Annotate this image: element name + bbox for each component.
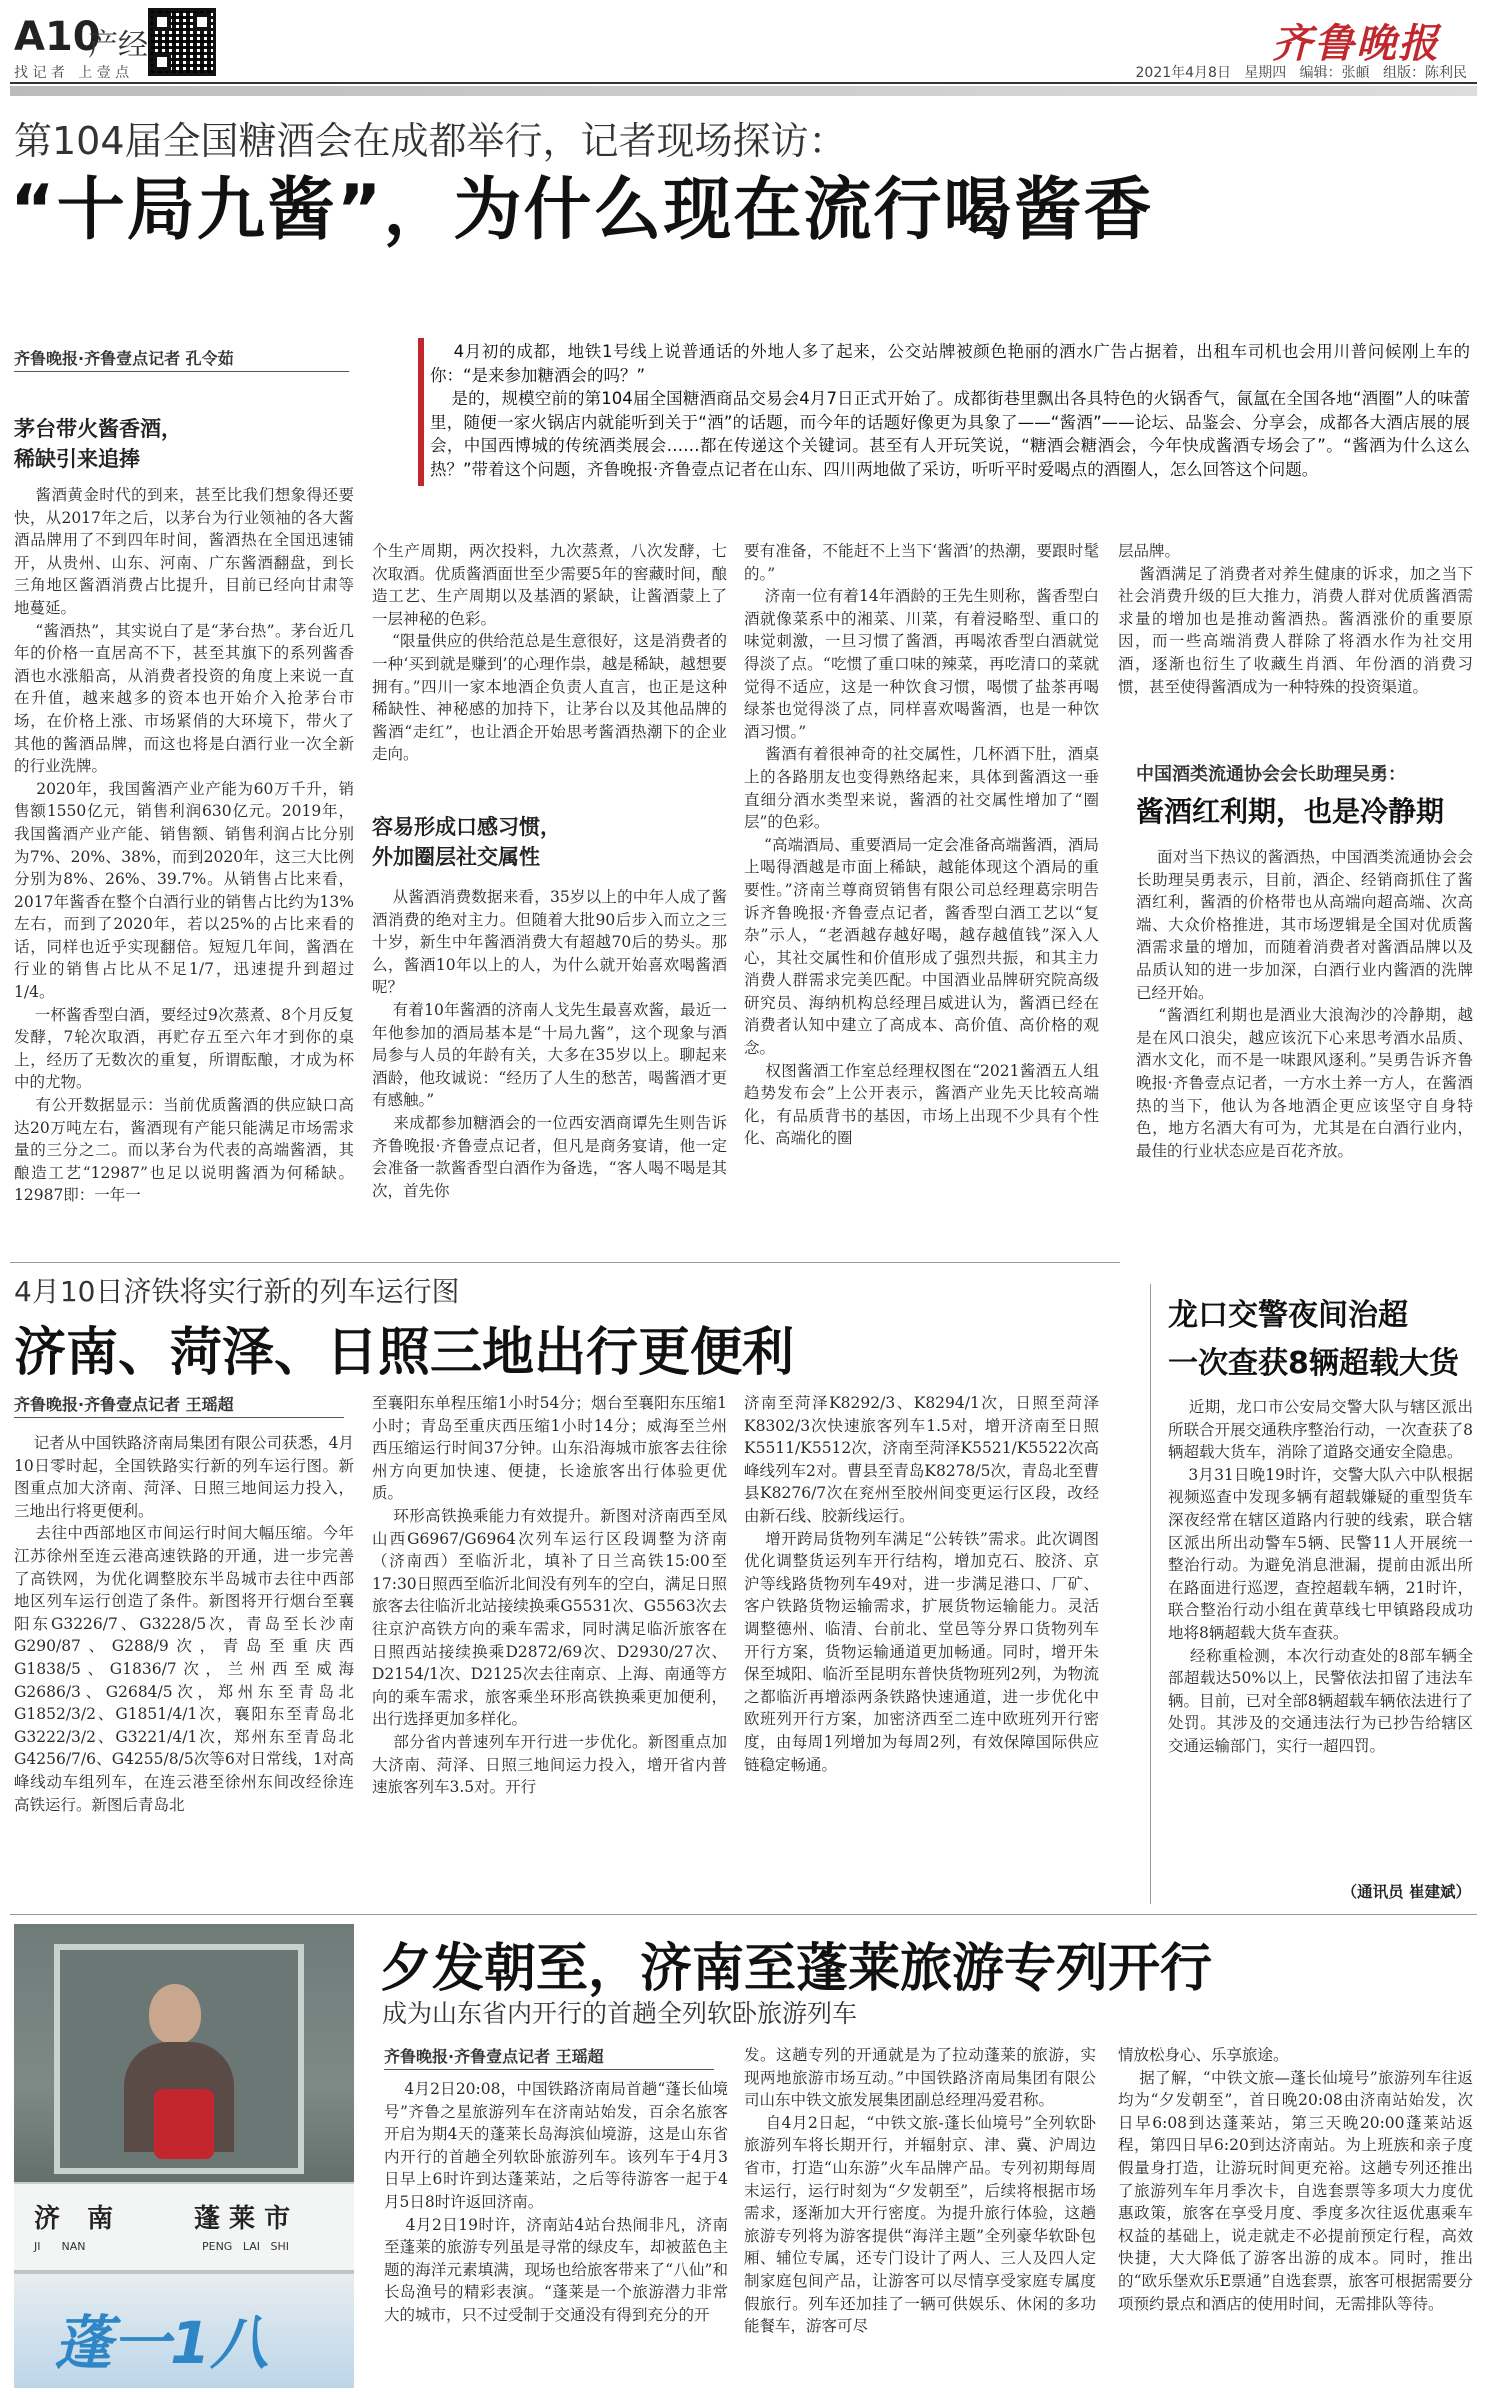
page-number: A10 xyxy=(14,14,101,60)
article2-column-2: 至襄阳东单程压缩1小时54分；烟台至襄阳东压缩1小时；青岛至重庆西压缩1小时14分；威海至兰州西压缩运行时间37分钟。山东沿海城市旅客去往徐州方向更加快速、便捷，长途旅客出行体验更优质。 环形高铁换乘能力有效提升。新图对济南西至凤山西G6967/G6964次列车运行区段调整为济南（济南西）至临沂北，填补了日兰高铁15:00至17:30日照西至临沂北间没有列车的空白，满足日照旅客去往临沂北站接续换乘G5531次、G5563次去往京沪高铁方向的乘车需求，同时满足临沂旅客在日照西站接续换乘D2872/69次、D2930/27次、D2154/1次、D2125次去往南京、上海、南通等方向的乘车需求，旅客乘坐环形高铁换乘更加便利，出行选择更加多样化。 部分省内普速列车开行进一步优化。新图重点加大济南、菏泽、日照三地间运力投入，增开省内普速旅客列车3.5对。开行 xyxy=(372,1394,727,1797)
train-banner xyxy=(14,2274,354,2388)
article4-column-3: 情放松身心、乐享旅途。 据了解，“中铁文旅—蓬长仙境号”旅游列车往返均为“夕发朝至”，首日晚20:08由济南站始发，次日早6:08到达蓬莱站，第三天晚20:00蓬莱站返程，第四日早6:20到达济南站。为上班族和亲子度假量身打造，让游玩时间更充裕。这趟专列还推出了旅游列车年月季次卡，自选套票等多项大力度优惠政策，旅客在享受月度、季度多次往返优惠乘车权益的基础上，说走就走不必提前预定行程，高效快捷，大大降低了游客出游的成本。同时，推出的“欧乐堡欢乐E票通”自选套票，旅客可根据需要分项预约景点和酒店的使用时间，无需排队等待。 xyxy=(1118,2046,1473,2313)
article4-byline: 齐鲁晚报·齐鲁壹点记者 王瑶超 xyxy=(384,2044,714,2070)
article1-column-4: 层品牌。 酱酒满足了消费者对养生健康的诉求，加之当下社会消费升级的巨大推力，消费人群对优质酱酒需求量的增加也是推动酱酒热。酱酒涨价的重要原因，而一些高端消费人群除了将酒水作为社交用酒，逐渐也衍生了收藏生肖酒、年份酒的消费习惯，甚至使得酱酒成为一种特殊的投资渠道。 xyxy=(1118,542,1473,696)
station-sign xyxy=(14,2182,354,2270)
sidebar-body: 面对当下热议的酱酒热，中国酒类流通协会会长助理吴勇表示，目前，酒企、经销商抓住了酱酒红利，酱酒的价格带也从高端向超高端、次高端、大众价格推进，其市场逻辑是全国对优质酱酒需求量的增加，而随着消费者对酱酒品牌以及品质认知的进一步加深，白酒行业内酱酒的洗牌已经开始。 “酱酒红利期也是酒业大浪淘沙的冷静期，越是在风口浪尖，越应该沉下心来思考酒水品质、酒水文化，而不是一味跟风逐利。”吴勇告诉齐鲁晚报·齐鲁壹点记者，一方水土养一方人，在酱酒热的当下，他认为各地酒企更应该坚守自身特色，地方名酒大有可为，尤其是在白酒行业内，最佳的行业状态应是百花齐放。 xyxy=(1136,848,1473,1160)
article1-column-2: 个生产周期，两次投料，九次蒸煮，八次发酵，七次取酒。优质酱酒面世至少需要5年的窖藏时间，酿造工艺、生产周期以及基酒的紧缺，让酱酒蒙上了一层神秘的色彩。 “限量供应的供给范总是生意很好，这是消费者的一种‘买到就是赚到’的心理作祟，越是稀缺，越想要拥有。”四川一家本地酒企负责人直言，也正是这种稀缺性、神秘感的加持下，让茅台以及其他品牌的酱酒“走红”，也让酒企开始思考酱酒热潮下的企业走向。 xyxy=(372,542,727,764)
article1-headline: “十局九酱”，为什么现在流行喝酱香 xyxy=(10,171,1154,250)
header-rule xyxy=(10,82,1477,84)
section-divider-2 xyxy=(10,1914,1477,1915)
sign-text-left: 济 南 xyxy=(34,2204,114,2234)
article1-column-2b: 从酱酒消费数据来看，35岁以上的中年人成了酱酒消费的绝对主力。但随着大批90后步入而立之三十岁，新生中年酱酒消费大有超越70后的势头。那么，酱酒10年以上的人，为什么就开始喜欢喝酱酒呢？ 有着10年酱酒的济南人戈先生最喜欢酱，最近一年他参加的酒局基本是“十局九酱”，这个现象与酒局参与人员的年龄有关，大多在35岁以上。聊起来酒龄，他玫诚说：“经历了人生的愁苦，喝酱酒才更有感触。” 来成都参加糖酒会的一位西安酒商谭先生则告诉齐鲁晚报·齐鲁壹点记者，但凡是商务宴请，他一定会准备一款酱香型白酒作为备选，“客人喝不喝是其次，首先你 xyxy=(372,888,727,1200)
article1-intro: 4月初的成都，地铁1号线上说普通话的外地人多了起来，公交站牌被颜色艳丽的酒水广告占据着，出租车司机也会用川普问候刚上车的你：“是来参加糖酒会的吗？” 是的，规模空前的第104届全国糖酒商品交易会4月7日正式开始了。成都街巷里飘出各具特色的火锅香气，氤氲在全国各地“酒圈”人的味蕾里，随便一家火锅店内就能听到关于“酒”的话题，而今年的话题好像更为具象了——“酱酒”——论坛、品鉴会、分享会，成都各大酒店展的展会，中国西博城的传统酒类展会……都在传递这个关键词。甚至有人开玩笑说，“糖酒会糖酒会，今年快成酱酒专场会了”。“酱酒为什么这么热？”带着这个问题，齐鲁晚报·齐鲁壹点记者在山东、四川两地做了采访，听听平时爱喝点的酒圈人，怎么回答这个问题。 xyxy=(430,342,1470,479)
passenger-head xyxy=(149,1984,201,2044)
article3-body: 近期，龙口市公安局交警大队与辖区派出所联合开展交通秩序整治行动，一次查获了8辆超载大货车，消除了道路交通安全隐患。 3月31日晚19时许，交警大队六中队根据视频巡查中发现多辆有超载嫌疑的重型货车深夜经常在辖区道路内行驶的线索，联合辖区派出所出动警车5辆、民警11人开展统一整治行动。为避免消息泄漏，提前由派出所在路面进行巡逻，查控超载车辆，21时许，联合整治行动小组在黄草线七甲镇路段成功地将8辆超载大货车查获。 经称重检测，本次行动查处的8部车辆全部超载达50%以上，民警依法扣留了违法车辆。目前，已对全部8辆超载车辆依法进行了处罚。其涉及的交通违法行为已抄告给辖区交通运输部门，实行一超四罚。 xyxy=(1168,1398,1473,1755)
date-line: 2021年4月8日 星期四 编辑：张頔 组版：陈利民 xyxy=(1135,65,1467,81)
intro-accent-bar xyxy=(418,338,424,486)
article3-title-line2: 一次查获8辆超载大货 xyxy=(1168,1346,1459,1381)
article1-subhead-1: 茅台带火酱香酒， 稀缺引来追捧 xyxy=(14,417,182,471)
sign-pinyin-right: PENG LAI SHI xyxy=(202,2240,289,2253)
qr-code-icon[interactable] xyxy=(148,8,216,76)
article2-kicker: 4月10日济铁将实行新的列车运行图 xyxy=(14,1275,460,1308)
article3-title-line1: 龙口交警夜间治超 xyxy=(1168,1298,1408,1333)
article4-headline: 夕发朝至，济南至蓬莱旅游专列开行 xyxy=(380,1939,1213,1999)
article1-subhead-2: 容易形成口感习惯， 外加圈层社交属性 xyxy=(372,815,561,869)
article2-column-3: 济南至菏泽K8292/3、K8294/1次，日照至菏泽K8302/3次快速旅客列车1.5对，增开济南至日照K5511/K5512次，济南至菏泽K5521/K5522次高峰线列车2对。曹县至青岛K8278/5次，青岛北至曹县K8276/7次在兖州至胶州间变更运行区段，改经由新石线、胶新线运行。 增开跨局货物列车满足“公转铁”需求。此次调图优化调整货运列车开行结构，增加克石、胶济、京沪等线路货物列车49对，进一步满足港口、厂矿、客户铁路货物运输需求，扩展货物运输能力。灵活调整德州、临清、台前北、堂邑等分界口货物列车开行方案，货物运输通道更加畅通。同时，增开朱保至城阳、临沂至昆明东普快货物班列2列，为物流之都临沂再增添两条铁路快速通道，进一步优化中欧班列开行方案，加密济西至二连中欧班列开行密度，由每周1列增加为每周2列，有效保障国际供应链稳定畅通。 xyxy=(744,1394,1099,1774)
sidebar-kicker: 中国酒类流通协会会长助理吴勇： xyxy=(1136,764,1406,785)
article4-column-2: 发。这趟专列的开通就是为了拉动蓬莱的旅游，实现两地旅游市场互动。”中国铁路济南局集团有限公司山东中铁文旅发展集团副总经理冯爱君称。 自4月2日起，“中铁文旅-蓬长仙境号”全列软卧旅游列车将长期开行，并辐射京、津、冀、沪周边省市，打造“山东游”火车品牌产品。专列初期每周末运行，运行时刻为“夕发朝至”，后续将根据市场需求，逐渐加大开行密度。为提升旅行体验，这趟旅游专列将为游客提供“海洋主题”全列豪华软卧包厢、辅位专属，还专门设计了两人、三人及四人定制家庭包间产品，让游客可以尽情享受家庭专属度假旅行。列车还加挂了一辆可供娱乐、休闲的多功能餐车，游客可尽 xyxy=(744,2046,1096,2336)
article2-headline: 济南、菏泽、日照三地出行更便利 xyxy=(14,1323,795,1383)
slogan: 找 记 者 上 壹 点 xyxy=(14,65,130,81)
article1-column-3: 要有准备，不能赶不上当下‘酱酒’的热潮，要跟时髦的。” 济南一位有着14年酒龄的王先生则称，酱香型白酒就像菜系中的湘菜、川菜，有着浸略型、重口的味觉刺激，一旦习惯了酱酒，再喝浓香型白酒就觉得淡了点。“吃惯了重口味的辣菜，再吃清口的菜就觉得不适应，这是一种饮食习惯，喝惯了盐茶再喝绿茶也觉得淡了点，同样喜欢喝酱酒，也是一种饮酒习惯。” 酱酒有着很神奇的社交属性，几杯酒下肚，酒桌上的各路朋友也变得熟络起来，具体到酱酒这一垂直细分酒水类型来说，酱酒的社交属性增加了“圈层”的色彩。 “高端酒局、重要酒局一定会准备高端酱酒，酒局上喝得酒越是市面上稀缺，越能体现这个酒局的重要性。”济南兰尊商贸销售有限公司总经理葛宗明告诉齐鲁晚报·齐鲁壹点记者，酱香型白酒工艺以“复杂”示人，“老酒越存越好喝，越存越值钱”深入人心，其社交属性和价值形成了强烈共振，和其主力消费人群需求完美匹配。中国酒业品牌研究院高级研究员、海纳机构总经理吕威进认为，酱酒已经在消费者认知中建立了高成本、高价值、高价格的观念。 权图酱酒工作室总经理权图在“2021酱酒五人组趋势发布会”上公开表示，酱酒产业先天比较高端化，有品质背书的基因，市场上出现不少具有个性化、高端化的圈 xyxy=(744,542,1099,1148)
article2-column-1: 记者从中国铁路济南局集团有限公司获悉，4月10日零时起，全国铁路实行新的列车运行图。新图重点加大济南、菏泽、日照三地间运力投入，三地出行将更便利。 去往中西部地区市间运行时间大幅压缩。今年江苏徐州至连云港高速铁路的开通，进一步完善了高铁网，为优化调整胶东半岛城市去往中西部地区列车运行创造了条件。新图将开行烟台至襄阳东G3226/7、G3228/5次，青岛至长沙南G290/87、G288/9次，青岛至重庆西G1838/5、G1836/7次，兰州西至威海G2686/3、G2684/5次，郑州东至青岛北G1852/3/2、G1851/4/1次，襄阳东至青岛北G3222/3/2、G3221/4/1次，郑州东至青岛北G4256/7/6、G4255/8/5次等6对日常线，1对高峰线动车组列车，在连云港至徐州东间改经徐连高铁运行。新图后青岛北 xyxy=(14,1434,354,1814)
header-band xyxy=(10,86,1477,96)
article4-subhead: 成为山东省内开行的首趟全列软卧旅游列车 xyxy=(382,1999,858,2028)
section-divider-1 xyxy=(10,1262,1120,1263)
sidebar-title: 酱酒红利期，也是冷静期 xyxy=(1136,795,1445,828)
article1-kicker: 第104届全国糖酒会在成都举行，记者现场探访： xyxy=(14,119,847,163)
sign-text-right: 蓬 莱 市 xyxy=(194,2204,291,2234)
article3-credit: （通讯员 崔建斌） xyxy=(1341,1882,1471,1901)
masthead-logo: 齐鲁晚报 xyxy=(1272,20,1440,67)
article2-byline: 齐鲁晚报·齐鲁壹点记者 王瑶超 xyxy=(14,1392,344,1418)
article1-column-1: 酱酒黄金时代的到来，甚至比我们想象得还要快，从2017年之后，以茅台为行业领袖的各大酱酒品牌用了不到四年时间，酱酒热在全国迅速铺开，从贵州、山东、河南、广东酱酒翻盘，到长三角地区酱酒消费占比提升，目前已经向甘肃等地蔓延。 “酱酒热”，其实说白了是“茅台热”。茅台近几年的价格一直居高不下，甚至其旗下的系列酱香酒也水涨船高，从消费者投资的角度上来说一直在升值，越来越多的资本也开始介入抢茅台市场，在价格上涨、市场紧俏的大环境下，带火了其他的酱酒品牌，而这也将是白酒行业一次全新的行业洗牌。 2020年，我国酱酒产业产能为60万千升，销售额1550亿元，销售利润630亿元。2019年，我国酱酒产业产能、销售额、销售利润占比分别为7%、20%、38%，而到2020年，这三大比例分别为8%、26%、39.7%。从销售占比来看，2017年酱香在整个白酒行业的销售占比约为13%左右，而到了2020年，若以25%的占比来看的话，同样也近乎实现翻倍。短短几年间，酱酒在行业的销售占比从不足1/7，迅速提升到超过1/4。 一杯酱香型白酒，要经过9次蒸煮、8个月反复发酵，7轮次取酒，再贮存五至六年才到你的桌上，经历了无数次的重复，所谓酝酿，才成为杯中的尤物。 有公开数据显示：当前优质酱酒的供应缺口高达20万吨左右，酱酒现有产能只能满足市场需求量的三分之二。而以茅台为代表的高端酱酒，其酿造工艺“12987”也足以说明酱酒为何稀缺。12987即：一年一 xyxy=(14,486,354,1205)
section-name: 产经 xyxy=(88,28,148,63)
train-photo xyxy=(14,1924,354,2388)
article4-column-1: 4月2日20:08，中国铁路济南局首趟“蓬长仙境号”齐鲁之星旅游列车在济南站始发，百余名旅客开启为期4天的蓬莱长岛海滨仙境游，这是山东省内开行的首趟全列软卧旅游列车。该列车于4月3日早上6时许到达蓬莱站，之后等待游客一起于4月5日8时许返回济南。 4月2日19时许，济南站4站台热闹非凡，济南至蓬莱的旅游专列虽是寻常的绿皮车，却被蓝色主题的海洋元素填满，现场也给旅客带来了“八仙”和长岛渔号的精彩表演。“蓬莱是一个旅游潜力非常大的城市，只不过受制于交通没有得到充分的开 xyxy=(384,2080,728,2324)
article1-byline: 齐鲁晚报·齐鲁壹点记者 孔令茹 xyxy=(14,346,349,372)
vertical-divider xyxy=(1150,1284,1151,1904)
sign-pinyin-left: JI NAN xyxy=(34,2240,86,2253)
red-bag xyxy=(154,2089,214,2159)
banner-text: 蓬一1八 xyxy=(54,2309,269,2377)
